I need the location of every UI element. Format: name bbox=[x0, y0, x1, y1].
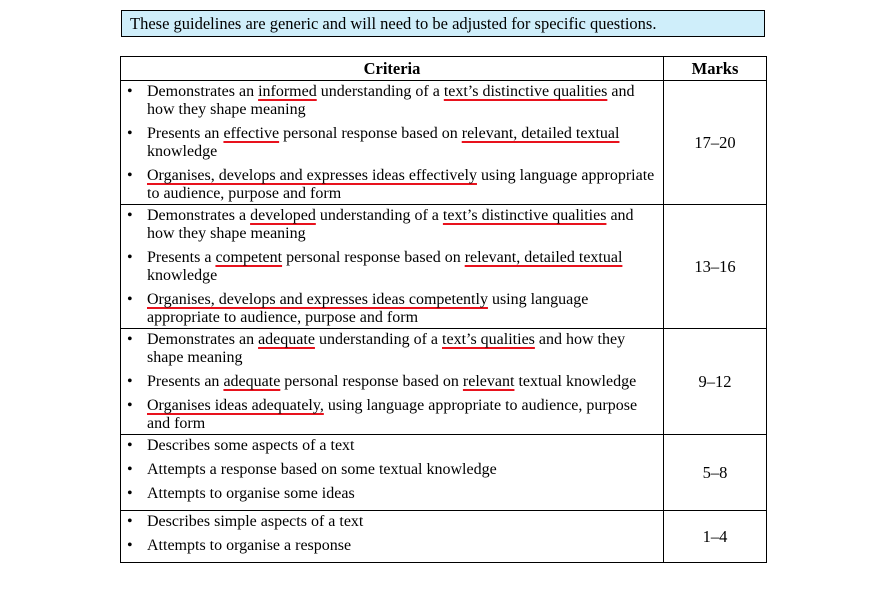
criterion-item: • Presents a competent personal response based on relevant, detailed textual knowledge bbox=[121, 249, 659, 285]
criteria-cell bbox=[121, 435, 664, 511]
criterion-item: • Attempts to organise a response bbox=[121, 537, 659, 555]
criterion-item: • Demonstrates a developed understanding of a text’s distinctive qualities and how they shape meaning bbox=[121, 207, 659, 243]
table-header-row bbox=[121, 57, 767, 81]
guidelines-note: These guidelines are generic and will need to be adjusted for specific questions. bbox=[121, 10, 765, 37]
criterion-item: • Organises, develops and expresses ideas effectively using language appropriate to audience, purpose and form bbox=[121, 167, 659, 203]
criterion-item: • Describes some aspects of a text bbox=[121, 437, 659, 455]
criterion-item: • Attempts a response based on some textual knowledge bbox=[121, 461, 659, 479]
criteria-cell bbox=[121, 81, 664, 205]
criterion-item: • Demonstrates an adequate understanding of a text’s qualities and how they shape meaning bbox=[121, 331, 659, 367]
criterion-item: • Demonstrates an informed understanding of a text’s distinctive qualities and how they shape meaning bbox=[121, 83, 659, 119]
criteria-cell bbox=[121, 329, 664, 435]
criteria-cell bbox=[121, 511, 664, 563]
criterion-item: • Presents an adequate personal response based on relevant textual knowledge bbox=[121, 373, 659, 391]
criterion-item: • Organises ideas adequately, using language appropriate to audience, purpose and form bbox=[121, 397, 659, 433]
marking-rubric-table bbox=[120, 56, 767, 563]
criterion-item: • Attempts to organise some ideas bbox=[121, 485, 659, 503]
marks-cell: 13–16 bbox=[664, 205, 767, 329]
criteria-cell bbox=[121, 205, 664, 329]
marks-header: Marks bbox=[664, 57, 767, 81]
criterion-item: • Organises, develops and expresses ideas competently using language appropriate to audience, purpose and form bbox=[121, 291, 659, 327]
table-row bbox=[121, 81, 767, 205]
table-row bbox=[121, 329, 767, 435]
criteria-header: Criteria bbox=[121, 57, 664, 81]
marks-cell: 17–20 bbox=[664, 81, 767, 205]
criterion-item: • Presents an effective personal response based on relevant, detailed textual knowledge bbox=[121, 125, 659, 161]
marks-cell: 1–4 bbox=[664, 511, 767, 563]
marks-cell: 9–12 bbox=[664, 329, 767, 435]
table-row bbox=[121, 435, 767, 511]
criterion-item: • Describes simple aspects of a text bbox=[121, 513, 659, 531]
table-row bbox=[121, 511, 767, 563]
table-row bbox=[121, 205, 767, 329]
marks-cell: 5–8 bbox=[664, 435, 767, 511]
